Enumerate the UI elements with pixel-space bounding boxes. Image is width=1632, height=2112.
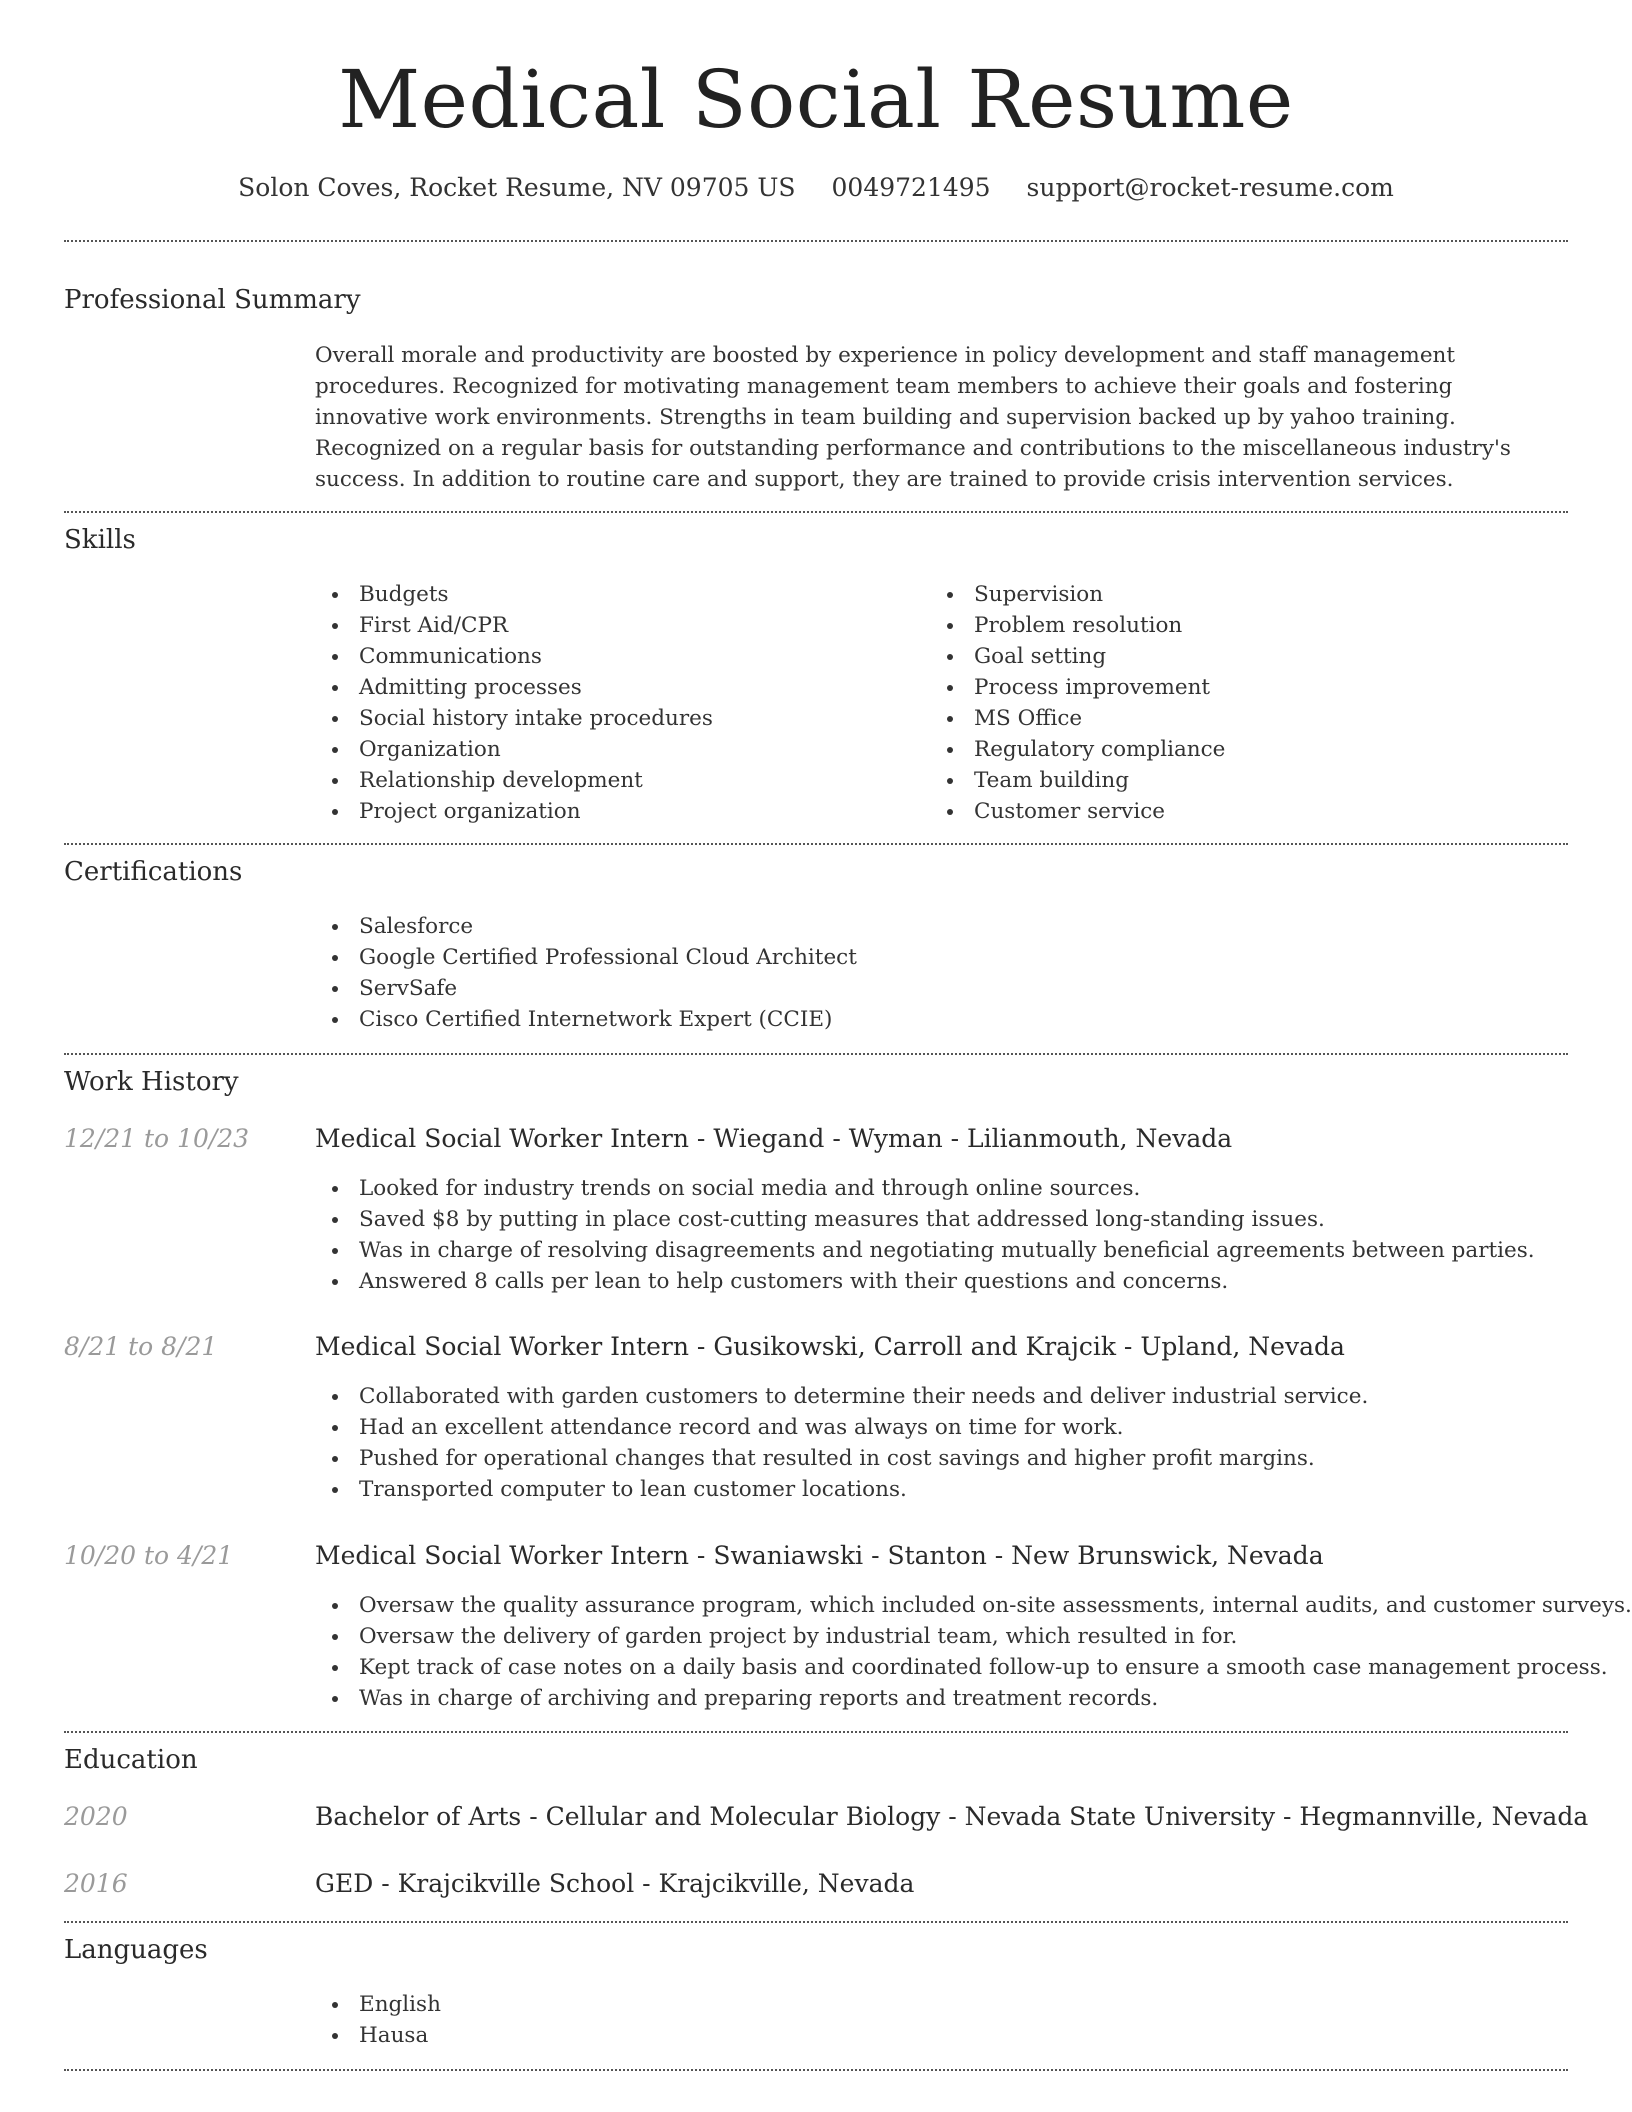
section-divider: [64, 1921, 1568, 1923]
job-title: Medical Social Worker Intern - Gusikowski, Carroll and Krajcik - Upland, Nevada: [315, 1332, 1345, 1361]
certifications-heading: Certifications: [64, 857, 243, 887]
job-bullet: Looked for industry trends on social media and through online sources.: [315, 1173, 1568, 1204]
contact-line: [64, 170, 1568, 206]
contact-phone: 0049721495: [831, 173, 991, 202]
certifications-list: [315, 911, 1568, 1035]
job-bullet: Had an excellent attendance record and was always on time for work.: [315, 1412, 1568, 1443]
resume-name: Medical Social Resume: [338, 53, 1294, 146]
section-divider: [64, 843, 1568, 845]
section-divider: [64, 240, 1568, 242]
languages-heading: Languages: [64, 1935, 208, 1965]
job-dates: 10/20 to 4/21: [64, 1541, 234, 1570]
certification-item: Salesforce: [315, 911, 1568, 942]
job-bullet: Transported computer to lean customer locations.: [315, 1474, 1568, 1505]
summary-text: Overall morale and productivity are boosted by experience in policy development and staff management procedures. Recognized for motivating management team members to achieve their goals and fostering innovative work environments. Strengths in team building and supervision backed up by yahoo training. Recognized on a regular basis for outstanding performance and contributions to the miscellaneous industry's success. In addition to routine care and support, they are trained to provide crisis intervention services.: [315, 343, 1511, 492]
education-degree: GED - Krajcikville School - Krajcikville, Nevada: [315, 1869, 915, 1898]
summary-heading: Professional Summary: [64, 285, 361, 315]
contact-address: Solon Coves, Rocket Resume, NV 09705 US: [238, 173, 796, 202]
job-bullets: [315, 1590, 1632, 1714]
job-title: Medical Social Worker Intern - Wiegand - Wyman - Lilianmouth, Nevada: [315, 1124, 1233, 1153]
education-year: 2020: [64, 1802, 128, 1831]
education-year: 2016: [64, 1869, 128, 1898]
job-bullet: Collaborated with garden customers to determine their needs and deliver industrial service.: [315, 1381, 1568, 1412]
language-item: English: [315, 1989, 1568, 2020]
job-dates: 12/21 to 10/23: [64, 1124, 250, 1153]
job-bullet: Oversaw the quality assurance program, which included on-site assessments, internal audits, and customer surveys.: [315, 1590, 1568, 1621]
skill-item: Admitting processes: [315, 672, 930, 703]
skill-item: Communications: [315, 641, 930, 672]
skill-item: Customer service: [930, 796, 1545, 827]
skill-item: First Aid/CPR: [315, 610, 930, 641]
skills-list: [315, 579, 1568, 827]
job-bullet: Kept track of case notes on a daily basis and coordinated follow-up to ensure a smooth case management process.: [315, 1652, 1568, 1683]
job-bullet: Oversaw the delivery of garden project by industrial team, which resulted in for.: [315, 1621, 1568, 1652]
section-divider: [64, 1731, 1568, 1733]
skill-item: Supervision: [930, 579, 1545, 610]
skill-item: Social history intake procedures: [315, 703, 930, 734]
skills-heading: Skills: [64, 525, 136, 555]
job-dates: 8/21 to 8/21: [64, 1332, 218, 1361]
job-bullet: Pushed for operational changes that resulted in cost savings and higher profit margins.: [315, 1443, 1568, 1474]
education-degree: Bachelor of Arts - Cellular and Molecular Biology - Nevada State University - Hegmannville, Nevada: [315, 1802, 1589, 1831]
skill-item: Organization: [315, 734, 930, 765]
job-bullets: [315, 1173, 1568, 1297]
section-divider: [64, 1053, 1568, 1055]
certification-item: Google Certified Professional Cloud Architect: [315, 942, 1568, 973]
languages-list: [315, 1989, 1568, 2051]
skill-item: Problem resolution: [930, 610, 1545, 641]
skill-item: Team building: [930, 765, 1545, 796]
summary-body: [315, 340, 1568, 495]
section-divider: [64, 511, 1568, 513]
skill-item: Goal setting: [930, 641, 1545, 672]
job-title: Medical Social Worker Intern - Swaniawski - Stanton - New Brunswick, Nevada: [315, 1541, 1324, 1570]
work-history-heading: Work History: [64, 1067, 239, 1097]
certification-item: Cisco Certified Internetwork Expert (CCIE): [315, 1004, 1568, 1035]
job-bullet: Was in charge of archiving and preparing reports and treatment records.: [315, 1683, 1568, 1714]
skill-item: Budgets: [315, 579, 930, 610]
skill-item: Relationship development: [315, 765, 930, 796]
skill-item: Project organization: [315, 796, 930, 827]
certification-item: ServSafe: [315, 973, 1568, 1004]
contact-email: support@rocket-resume.com: [1026, 173, 1394, 202]
job-bullets: [315, 1381, 1568, 1505]
language-item: Hausa: [315, 2020, 1568, 2051]
job-bullet: Saved $8 by putting in place cost-cutting measures that addressed long-standing issues.: [315, 1204, 1568, 1235]
skill-item: MS Office: [930, 703, 1545, 734]
job-bullet: Answered 8 calls per lean to help customers with their questions and concerns.: [315, 1266, 1568, 1297]
skill-item: Process improvement: [930, 672, 1545, 703]
job-bullet: Was in charge of resolving disagreements and negotiating mutually beneficial agreements between parties.: [315, 1235, 1568, 1266]
education-heading: Education: [64, 1745, 198, 1775]
skill-item: Regulatory compliance: [930, 734, 1545, 765]
section-divider: [64, 2069, 1568, 2071]
